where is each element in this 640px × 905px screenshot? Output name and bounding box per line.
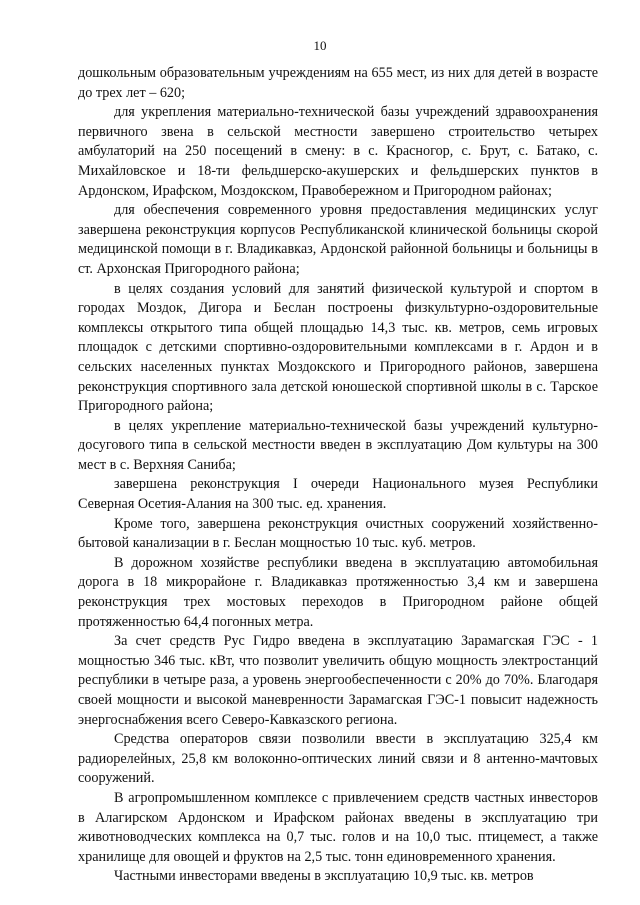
paragraph: Кроме того, завершена реконструкция очистных сооружений хозяйственно-бытовой канализации в г. Беслан мощностью 10 тыс. куб. метров. [78,515,598,552]
paragraph: Частными инвесторами введены в эксплуатацию 10,9 тыс. кв. метров [114,868,534,885]
paragraph: В агропромышленном комплексе с привлечением средств частных инвесторов в Алагирском Ардонском и Ирафском районах введены в эксплуатацию три животноводческих комплекса на 0,7 тыс. голов и на 10,0 тыс. птицемест, а также хранилище для овощей и фруктов на 2,5 тыс. тонн единовременного хранения. [78,789,598,865]
document-body [78,64,598,887]
paragraph: завершена реконструкция I очереди Национального музея Республики Северная Осетия-Алания на 300 тыс. ед. хранения. [78,476,598,513]
paragraph: За счет средств Рус Гидро введена в эксплуатацию Зарамагская ГЭС - 1 мощностью 346 тыс. кВт, что позволит увеличить общую мощность электростанций республики в четыре раза, а уровень энергообеспеченности с 20% до 70%. Благодаря своей мощности и высокой маневренности Зарамагская ГЭС-1 повысит надежность энергоснабжения всего Северо-Кавказского региона. [78,633,598,728]
paragraph: в целях создания условий для занятий физической культурой и спортом в городах Моздок, Дигора и Беслан построены физкультурно-оздоровительные комплексы открытого типа общей площадью 14,3 тыс. кв. метров, семь игровых площадок с детскими спортивно-оздоровительными комплексами в г. Ардон и в сельских населенных пунктах Моздокского и Пригородного районов, завершена реконструкция спортивного зала детской юношеской спортивной школы в с. Тарское Пригородного района; [78,280,598,415]
paragraph: для укрепления материально-технической базы учреждений здравоохранения первичного звена в сельской местности завершено строительство четырех амбулаторий на 250 посещений в смену: в с. Красногор, с. Брут, с. Батако, с. Михайловское и 18-ти фельдшерско-акушерских и фельдшерских пунктов в Ардонском, Ирафском, Моздокском, Правобережном и Пригородном районах; [78,104,598,199]
paragraph: дошкольным образовательным учреждениям на 655 мест, из них для детей в возрасте до трех лет – 620; [78,65,598,101]
paragraph: для обеспечения современного уровня предоставления медицинских услуг завершена реконструкция корпусов Республиканской клинической больницы скорой медицинской помощи в г. Владикавказ, Ардонской районной больницы и больницы в ст. Архонская Пригородного района; [78,202,598,277]
paragraph: В дорожном хозяйстве республики введена в эксплуатацию автомобильная дорога в 18 микрорайоне г. Владикавказ протяженностью 3,4 км и завершена реконструкция трех мостовых переходов в Пригородном районе общей протяженностью 64,4 погонных метра. [78,554,598,630]
page-number: 10 [313,38,327,53]
paragraph: Средства операторов связи позволили ввести в эксплуатацию 325,4 км радиорелейных, 25,8 км волоконно-оптических линий связи и 8 антенно-мачтовых сооружений. [78,731,598,787]
paragraph: в целях укрепление материально-технической базы учреждений культурно-досугового типа в сельской местности введен в эксплуатацию Дом культуры на 300 мест в с. Верхняя Саниба; [78,417,598,473]
